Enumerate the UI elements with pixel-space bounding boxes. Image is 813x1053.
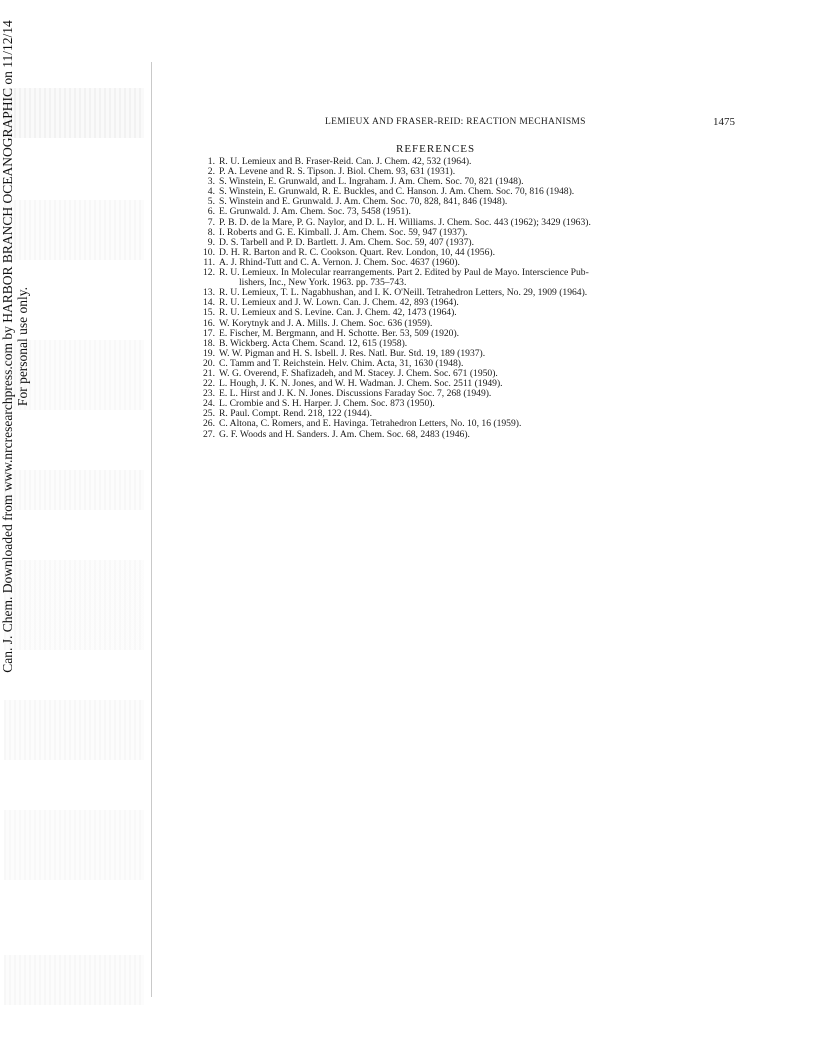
reference-text: R. U. Lemieux. In Molecular rearrangements. Part 2. Edited by Paul de Mayo. Interscience Pub- xyxy=(219,267,589,279)
reference-item xyxy=(200,430,745,440)
reference-number: 15. xyxy=(203,307,215,319)
reference-text: D. S. Tarbell and P. D. Bartlett. J. Am. Chem. Soc. 59, 407 (1937). xyxy=(219,236,474,248)
reference-text: A. J. Rhind-Tutt and C. A. Vernon. J. Chem. Soc. 4637 (1960). xyxy=(219,256,460,268)
reference-number: 2. xyxy=(207,166,215,178)
reference-number: 13. xyxy=(203,287,215,299)
running-header xyxy=(325,117,735,133)
reference-number: 25. xyxy=(203,408,215,420)
reference-number: 1. xyxy=(207,156,215,167)
page-gutter-line xyxy=(151,62,152,997)
reference-text: R. U. Lemieux and J. W. Lown. Can. J. Chem. 42, 893 (1964). xyxy=(219,297,459,309)
reference-text: P. B. D. de la Mare, P. G. Naylor, and D. L. H. Williams. J. Chem. Soc. 443 (1962); 3429 (1963). xyxy=(219,216,591,228)
reference-text: L. Crombie and S. H. Harper. J. Chem. Soc. 873 (1950). xyxy=(219,398,435,410)
reference-text: C. Tamm and T. Reichstein. Helv. Chim. Acta, 31, 1630 (1948). xyxy=(219,357,464,369)
reference-text: W. Korytnyk and J. A. Mills. J. Chem. Soc. 636 (1959). xyxy=(219,317,433,329)
watermark-line-2: For personal use only. xyxy=(15,286,30,407)
reference-number: 6. xyxy=(207,206,215,218)
reference-number: 4. xyxy=(207,186,215,198)
reference-text: P. A. Levene and R. S. Tipson. J. Biol. Chem. 93, 631 (1931). xyxy=(219,166,456,178)
references-heading: REFERENCES xyxy=(396,143,476,155)
reference-text: S. Winstein, E. Grunwald, and L. Ingraham. J. Am. Chem. Soc. 70, 821 (1948). xyxy=(219,176,524,188)
reference-number: 12. xyxy=(203,267,215,279)
reference-text: D. H. R. Barton and R. C. Cookson. Quart. Rev. London, 10, 44 (1956). xyxy=(219,246,495,258)
reference-text: C. Altona, C. Romers, and E. Havinga. Tetrahedron Letters, No. 10, 16 (1959). xyxy=(219,418,522,430)
reference-number: 14. xyxy=(203,297,215,309)
reference-text: R. U. Lemieux and S. Levine. Can. J. Chem. 42, 1473 (1964). xyxy=(219,307,457,319)
reference-text: E. L. Hirst and J. K. N. Jones. Discussions Faraday Soc. 7, 268 (1949). xyxy=(219,388,492,400)
download-watermark xyxy=(0,0,60,873)
reference-number: 11. xyxy=(203,256,215,268)
reference-number: 19. xyxy=(203,347,215,359)
reference-text: R. U. Lemieux, T. L. Nagabhushan, and I. K. O'Neill. Tetrahedron Letters, No. 29, 1909 (1964). xyxy=(219,287,588,299)
reference-number: 10. xyxy=(203,246,215,258)
reference-number: 23. xyxy=(203,388,215,400)
reference-number: 24. xyxy=(203,398,215,410)
scan-smudge xyxy=(4,955,144,1005)
reference-number: 26. xyxy=(203,418,215,430)
reference-text: S. Winstein, E. Grunwald, R. E. Buckles, and C. Hanson. J. Am. Chem. Soc. 70, 816 (1948). xyxy=(219,186,575,198)
reference-number: 20. xyxy=(203,357,215,369)
reference-number: 16. xyxy=(203,317,215,329)
reference-text: W. G. Overend, F. Shafizadeh, and M. Stacey. J. Chem. Soc. 671 (1950). xyxy=(219,367,498,379)
reference-number: 27. xyxy=(203,428,215,440)
reference-number: 8. xyxy=(207,226,215,238)
reference-number: 9. xyxy=(207,236,215,248)
reference-text: G. F. Woods and H. Sanders. J. Am. Chem. Soc. 68, 2483 (1946). xyxy=(219,428,470,440)
reference-text: R. U. Lemieux and B. Fraser-Reid. Can. J. Chem. 42, 532 (1964). xyxy=(219,156,472,167)
watermark-line-1: Can. J. Chem. Downloaded from www.nrcresearchpress.com by HARBOR BRANCH OCEANOGRAPHIC on 11/12/14 xyxy=(0,20,15,673)
reference-list xyxy=(200,157,745,440)
reference-text: I. Roberts and G. E. Kimball. J. Am. Chem. Soc. 59, 947 (1937). xyxy=(219,226,468,238)
reference-number: 18. xyxy=(203,337,215,349)
reference-text: W. W. Pigman and H. S. Isbell. J. Res. Natl. Bur. Std. 19, 189 (1937). xyxy=(219,347,486,359)
reference-number: 22. xyxy=(203,378,215,390)
reference-number: 5. xyxy=(207,196,215,208)
reference-text: E. Fischer, M. Bergmann, and H. Schotte. Ber. 53, 509 (1920). xyxy=(219,327,460,339)
reference-number: 17. xyxy=(203,327,215,339)
reference-text: R. Paul. Compt. Rend. 218, 122 (1944). xyxy=(219,408,372,420)
reference-number: 3. xyxy=(207,176,215,188)
reference-text: B. Wickberg. Acta Chem. Scand. 12, 615 (1958). xyxy=(219,337,408,349)
reference-text-continued: lishers, Inc., New York. 1963. pp. 735–743. xyxy=(239,277,407,289)
reference-item xyxy=(200,268,745,288)
page-number: 1475 xyxy=(713,116,735,128)
reference-text: S. Winstein and E. Grunwald. J. Am. Chem. Soc. 70, 828, 841, 846 (1948). xyxy=(219,196,508,208)
reference-text: E. Grunwald. J. Am. Chem. Soc. 73, 5458 (1951). xyxy=(219,206,411,218)
reference-number: 7. xyxy=(207,216,215,228)
reference-number: 21. xyxy=(203,367,215,379)
running-head: LEMIEUX AND FRASER-REID: REACTION MECHANISMS xyxy=(325,117,586,127)
reference-text: L. Hough, J. K. N. Jones, and W. H. Wadman. J. Chem. Soc. 2511 (1949). xyxy=(219,378,503,390)
